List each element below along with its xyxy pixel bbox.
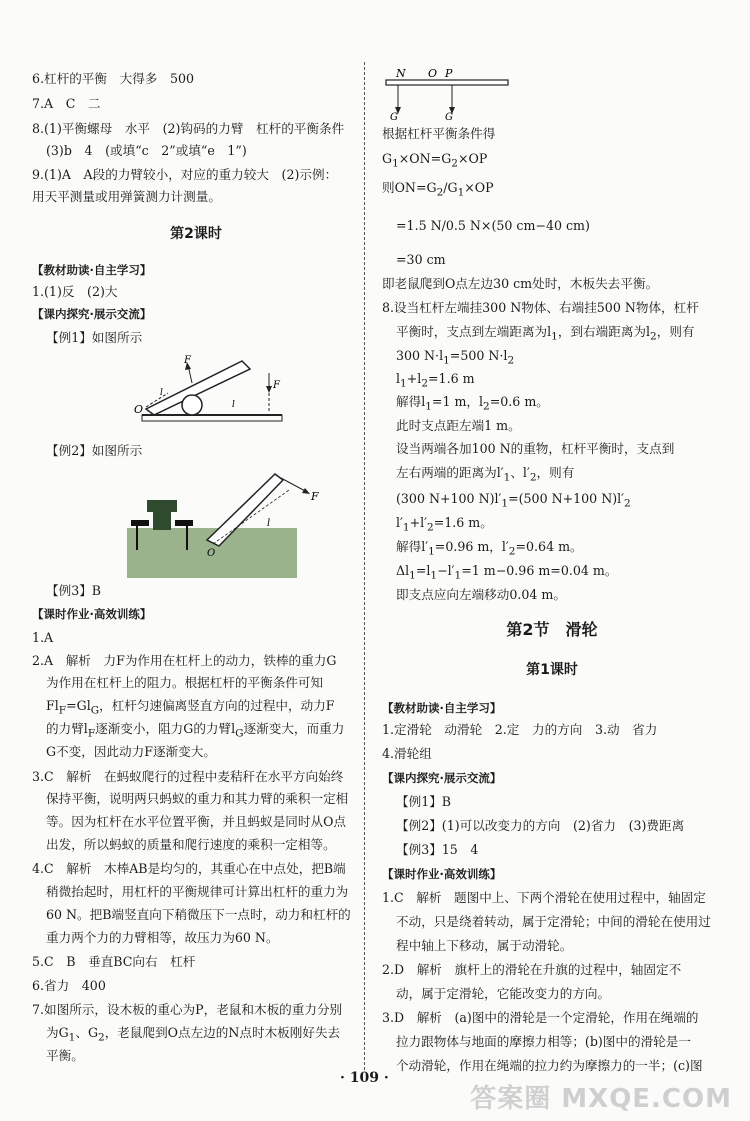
solution-line: 300 $N\cdot l_1=500$ $N\cdot l_2$ [396, 348, 515, 367]
answer-line: $Fl_F=Gl_G$，杠杆匀速偏离竖直方向的过程中，动力F [46, 698, 335, 717]
answer-line: 4.C 解析 木棒AB是均匀的，其重心在中点处，把B端 [32, 861, 346, 876]
answer-line: 等。因为杠杆在水平位置平衡，并且蚂蚁是同时从O点 [46, 814, 346, 829]
board-figure [382, 66, 522, 124]
solution-line: 解得$l'_1=0.96$ m，$l'_2=0.64$ m。 [396, 539, 583, 558]
svg-text:O: O [207, 548, 216, 559]
answer-line: 9.(1)A A段的力臂较小，对应的重力较大 (2)示例： [32, 167, 338, 182]
answer-line: 不动，只是绕着转动，属于定滑轮；中间的滑轮在使用过 [396, 914, 711, 929]
example-label: 【例3】B [46, 583, 102, 598]
example-label: 【例1】B [396, 794, 452, 809]
solution-line: =30 cm [396, 252, 446, 267]
section-heading: 【课时作业·高效训练】 [32, 607, 152, 621]
answer-line: 7.A C 二 [32, 96, 101, 111]
answer-line: 6.省力 400 [32, 978, 106, 993]
solution-line: (300 N+100 $N)l'_1=(500$ N+100 $N)l'_2$ [396, 491, 631, 510]
answer-line: 7.如图所示，设木板的重心为P，老鼠和木板的重力分别 [32, 1002, 343, 1017]
answer-line: 1.(1)反 (2)大 [32, 284, 118, 299]
answer-line: 的力臂$l_F$逐渐变小，阻力G的力臂$l_G$逐渐变大，而重力 [46, 721, 345, 740]
answer-line: 6.杠杆的平衡 大得多 500 [32, 71, 194, 86]
svg-text:l: l [160, 388, 163, 398]
answer-line: 用天平测量或用弹簧测力计测量。 [32, 189, 221, 204]
answer-line: 保持平衡，说明两只蚂蚁的重力和其力臂的乘积一定相 [46, 791, 349, 806]
section-heading: 【课时作业·高效训练】 [382, 867, 502, 881]
solution-line: 则$ON=G_2/G_1\times OP$ [382, 180, 494, 199]
solution-line: =1.5 N/0.5 N×(50 cm−40 cm) [396, 218, 590, 233]
answer-line: 稍微抬起时，用杠杆的平衡规律可计算出杠杆的重力为 [46, 884, 349, 899]
solution-line: $l'_1+l'_2=1.6$ m。 [396, 515, 493, 534]
solution-line: 平衡时，支点到左端距离为$l_1$，到右端距离为$l_2$，则有 [396, 324, 695, 343]
answer-line: 5.C B 垂直BC向右 杠杆 [32, 954, 196, 969]
solution-line: 根据杠杆平衡条件得 [382, 126, 496, 141]
lever-figure-1 [132, 355, 292, 435]
example-label: 【例1】如图所示 [46, 330, 143, 345]
answer-line: G不变，因此动力F逐渐变大。 [46, 744, 216, 759]
answer-line: 4.滑轮组 [382, 746, 432, 761]
solution-line: 解得$l_1=1$ m，$l_2=0.6$ m。 [396, 394, 549, 413]
answer-line: (3)b 4 (或填“c 2”或填“e 1”) [46, 143, 247, 158]
example-label: 【例2】(1)可以改变力的方向 (2)省力 (3)费距离 [396, 818, 685, 833]
solution-line: $l_1+l_2=1.6$ m [396, 371, 475, 390]
svg-text:G: G [390, 112, 398, 123]
answer-line: 为作用在杠杆上的阻力。根据杠杆的平衡条件可知 [46, 675, 324, 690]
answer-line: 2.A 解析 力F为作用在杠杆上的动力，铁棒的重力G [32, 653, 337, 668]
svg-text:N: N [396, 67, 406, 80]
answer-line: 动，属于定滑轮，它能改变力的方向。 [396, 986, 611, 1001]
column-divider [364, 62, 365, 1070]
solution-line: $G_1\times ON=G_2\times OP$ [382, 151, 488, 170]
answer-line: 2.D 解析 旗杆上的滑轮在升旗的过程中，轴固定不 [382, 962, 682, 977]
section-heading: 【课内探究·展示交流】 [32, 307, 152, 321]
lever-figure-2 [127, 470, 327, 580]
answer-line: 程中轴上下移动，属于动滑轮。 [396, 938, 573, 953]
example-label: 【例2】如图所示 [46, 443, 143, 458]
svg-text:l: l [232, 400, 235, 410]
answer-line: 1.A [32, 630, 54, 645]
lesson-title: 第2课时 [170, 226, 222, 242]
solution-line: 设当两端各加100 N的重物，杠杆平衡时，支点到 [396, 441, 675, 456]
svg-text:O: O [134, 403, 144, 416]
section-title: 第2节 滑轮 [506, 620, 598, 639]
answer-line: 出发，所以蚂蚁的质量和爬行速度的乘积一定相等。 [46, 837, 336, 852]
svg-text:P: P [445, 67, 453, 80]
section-heading: 【课内探究·展示交流】 [382, 771, 502, 785]
answer-line: 个动滑轮，作用在绳端的拉力约为摩擦力的一半；(c)图 [396, 1058, 703, 1073]
example-label: 【例3】15 4 [396, 842, 479, 857]
section-heading: 【教材助读·自主学习】 [32, 263, 152, 277]
answer-line: 拉力跟物体与地面的摩擦力相等；(b)图中的滑轮是一 [396, 1034, 691, 1049]
svg-text:l: l [267, 518, 271, 529]
solution-line: 左右两端的距离为$l'_1$、$l'_2$，则有 [396, 465, 575, 484]
answer-line: 1.C 解析 题图中上、下两个滑轮在使用过程中，轴固定 [382, 890, 706, 905]
svg-text:F: F [184, 355, 191, 366]
solution-line: 此时支点距左端1 m。 [396, 418, 521, 433]
page-number: · 109 · [340, 1070, 389, 1086]
watermark: 答案圈 MXQE.COM [470, 1084, 732, 1114]
answer-line: 重力两个力的力臂相等，故压力为60 N。 [46, 930, 279, 945]
solution-line: 即支点应向左端移动0.04 m。 [396, 587, 566, 602]
lesson-title: 第1课时 [526, 662, 578, 678]
answer-line: 8.(1)平衡螺母 水平 (2)钩码的力臂 杠杆的平衡条件 [32, 121, 345, 136]
answer-line: 3.D 解析 (a)图中的滑轮是一个定滑轮，作用在绳端的 [382, 1010, 699, 1025]
answer-line: 平衡。 [46, 1048, 84, 1063]
answer-line: 3.C 解析 在蚂蚁爬行的过程中麦秸秆在水平方向始终 [32, 769, 344, 784]
svg-text:F: F [311, 490, 319, 503]
answer-line: 为$G_1$、$G_2$，老鼠爬到O点左边的N点时木板刚好失去 [46, 1025, 341, 1044]
answer-line: 1.定滑轮 动滑轮 2.定 力的方向 3.动 省力 [382, 722, 658, 737]
solution-line: $\Delta l_1=l_1-l'_1=1$ m−0.96 m=0.04 m。 [396, 563, 618, 582]
answer-line: 60 N。把B端竖直向下稍微压下一点时，动力和杠杆的 [46, 907, 351, 922]
solution-line: 即老鼠爬到O点左边30 cm处时，木板失去平衡。 [382, 276, 659, 291]
svg-text:F: F [273, 380, 280, 391]
section-heading: 【教材助读·自主学习】 [382, 701, 502, 715]
solution-line: 8.设当杠杆左端挂300 N物体、右端挂500 N物体，杠杆 [382, 300, 699, 315]
svg-text:G: G [445, 112, 453, 123]
svg-text:O: O [428, 67, 438, 80]
